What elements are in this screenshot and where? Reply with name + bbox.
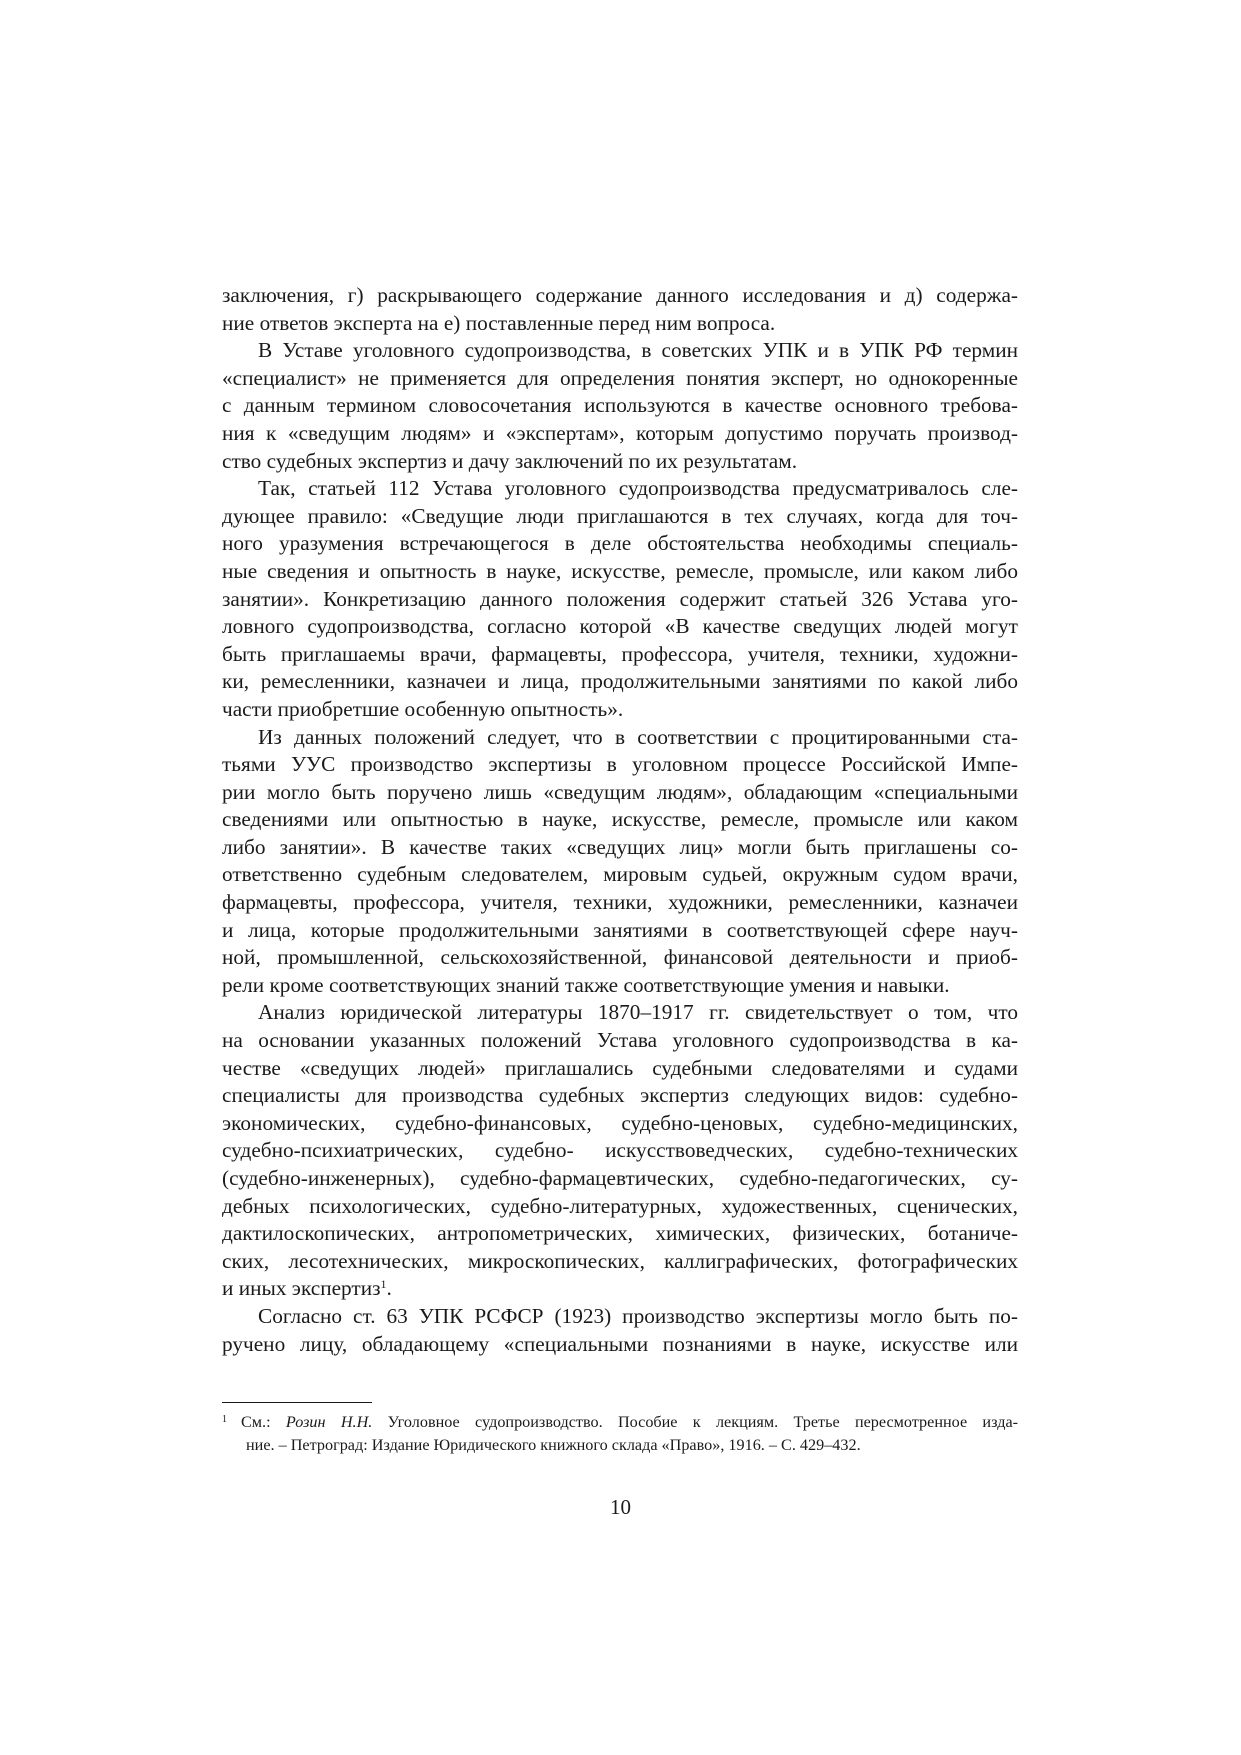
text-line: ских, лесотехнических, микроскопических, каллиграфических, фотографических: [222, 1248, 1018, 1273]
paragraph-1: [222, 282, 1018, 337]
text-line: дактилоскопических, антропометрических, химических, физических, ботаниче-: [222, 1221, 1018, 1246]
paragraph-4: [222, 724, 1018, 1000]
text-line: ного уразумения встречающегося в деле обстоятельства необходимы специаль-: [222, 531, 1018, 556]
paragraph-6: [222, 1303, 1018, 1358]
text-line: рии могло быть поручено лишь «сведущим людям», обладающим «специальными: [222, 779, 1018, 804]
text-segment: .: [386, 1276, 392, 1301]
text-line: ответственно судебным следователем, мировым судьей, окружным судом врачи,: [222, 862, 1018, 887]
text-line: Анализ юридической литературы 1870–1917 гг. свидетельствует о том, что: [258, 1000, 1018, 1025]
page-number: 10: [610, 1495, 631, 1519]
text-line: (судебно-инженерных), судебно-фармацевтических, судебно-педагогических, су-: [222, 1166, 1018, 1190]
text-line: фармацевты, профессора, учителя, техники, художники, ремесленники, казначеи: [222, 890, 1018, 915]
footnote-mark: 1: [222, 1414, 227, 1425]
text-line: ной, промышленной, сельскохозяйственной, финансовой деятельности и приоб-: [222, 945, 1018, 970]
text-line: с данным термином словосочетания используются в качестве основного требова-: [222, 393, 1018, 418]
text-line: занятии». Конкретизацию данного положения содержит статьей 326 Устава уго-: [222, 586, 1018, 611]
text-line: ручено лицу, обладающему «специальными познаниями в науке, искусстве или: [222, 1331, 1018, 1356]
text-line: экономических, судебно-финансовых, судебно-ценовых, судебно-медицинских,: [222, 1110, 1018, 1135]
text-line: специалисты для производства судебных экспертиз следующих видов: судебно-: [222, 1083, 1018, 1108]
footnote: [222, 1409, 1018, 1457]
text-line: заключения, г) раскрывающего содержание данного исследования и д) содержа-: [222, 283, 1018, 307]
text-line: части приобретшие особенную опытность».: [222, 696, 624, 721]
footnote-line: ние. – Петроград: Издание Юридического книжного склада «Право», 1916. – С. 429–432.: [246, 1435, 861, 1454]
text-line: сведениями или опытностью в науке, искусстве, ремесле, промысле или каком: [222, 807, 1018, 832]
paragraph-3: [222, 475, 1018, 723]
text-line: быть приглашаемы врачи, фармацевты, профессора, учителя, техники, художни-: [222, 641, 1018, 666]
main-text: [222, 282, 1018, 1358]
text-line: Из данных положений следует, что в соответствии с процитированными ста-: [258, 724, 1018, 749]
text-line: ние ответов эксперта на е) поставленные перед ним вопроса.: [222, 310, 776, 335]
text-line: «специалист» не применяется для определения понятия эксперт, но однокоренные: [222, 365, 1018, 390]
paragraph-5: [222, 999, 1018, 1303]
text-line: либо занятии». В качестве таких «сведущих лиц» могли быть приглашены со-: [222, 834, 1018, 859]
footnote-author: Розин Н.Н.: [285, 1413, 373, 1431]
text-line: ловного судопроизводства, согласно которой «В качестве сведущих людей могут: [222, 614, 1018, 639]
text-line: ство судебных экспертиз и дачу заключений по их результатам.: [222, 448, 798, 473]
footnote-line: [222, 1409, 1018, 1434]
text-line: ки, ремесленники, казначеи и лица, продолжительными занятиями по какой либо: [222, 669, 1018, 694]
footnote-lead: См.:: [241, 1413, 271, 1431]
text-line: и лица, которые продолжительными занятиями в соответствующей сфере науч-: [222, 917, 1018, 942]
text-line: [222, 1275, 1018, 1303]
text-line: дебных психологических, судебно-литературных, художественных, сценических,: [222, 1193, 1018, 1218]
footnote-title: Уголовное судопроизводство. Пособие к лекциям. Третье пересмотренное изда-: [387, 1413, 1019, 1431]
text-line: на основании указанных положений Устава уголовного судопроизводства в ка-: [222, 1028, 1018, 1053]
text-line: ния к «сведущим людям» и «экспертам», которым допустимо поручать производ-: [222, 420, 1018, 445]
text-line: ные сведения и опытность в науке, искусстве, ремесле, промысле, или каком либо: [222, 558, 1018, 583]
text-line: Так, статьей 112 Устава уголовного судопроизводства предусматривалось сле-: [258, 476, 1018, 501]
text-line: Согласно ст. 63 УПК РСФСР (1923) производство экспертизы могло быть по-: [258, 1303, 1018, 1328]
text-segment: и иных экспертиз: [222, 1276, 381, 1301]
paragraph-2: [222, 337, 1018, 475]
footnote-separator: [222, 1402, 372, 1403]
text-line: В Уставе уголовного судопроизводства, в советских УПК и в УПК РФ термин: [258, 338, 1018, 363]
text-line: честве «сведущих людей» приглашались судебными следователями и судами: [222, 1055, 1018, 1080]
text-line: дующее правило: «Сведущие люди приглашаются в тех случаях, когда для точ-: [222, 503, 1018, 528]
text-line: рели кроме соответствующих знаний также соответствующие умения и навыки.: [222, 972, 950, 997]
text-line: судебно-психиатрических, судебно- искусствоведческих, судебно-технических: [222, 1138, 1018, 1163]
text-line: тьями УУС производство экспертизы в уголовном процессе Российской Импе-: [222, 752, 1018, 777]
footnote-reference[interactable]: 1: [380, 1277, 387, 1292]
